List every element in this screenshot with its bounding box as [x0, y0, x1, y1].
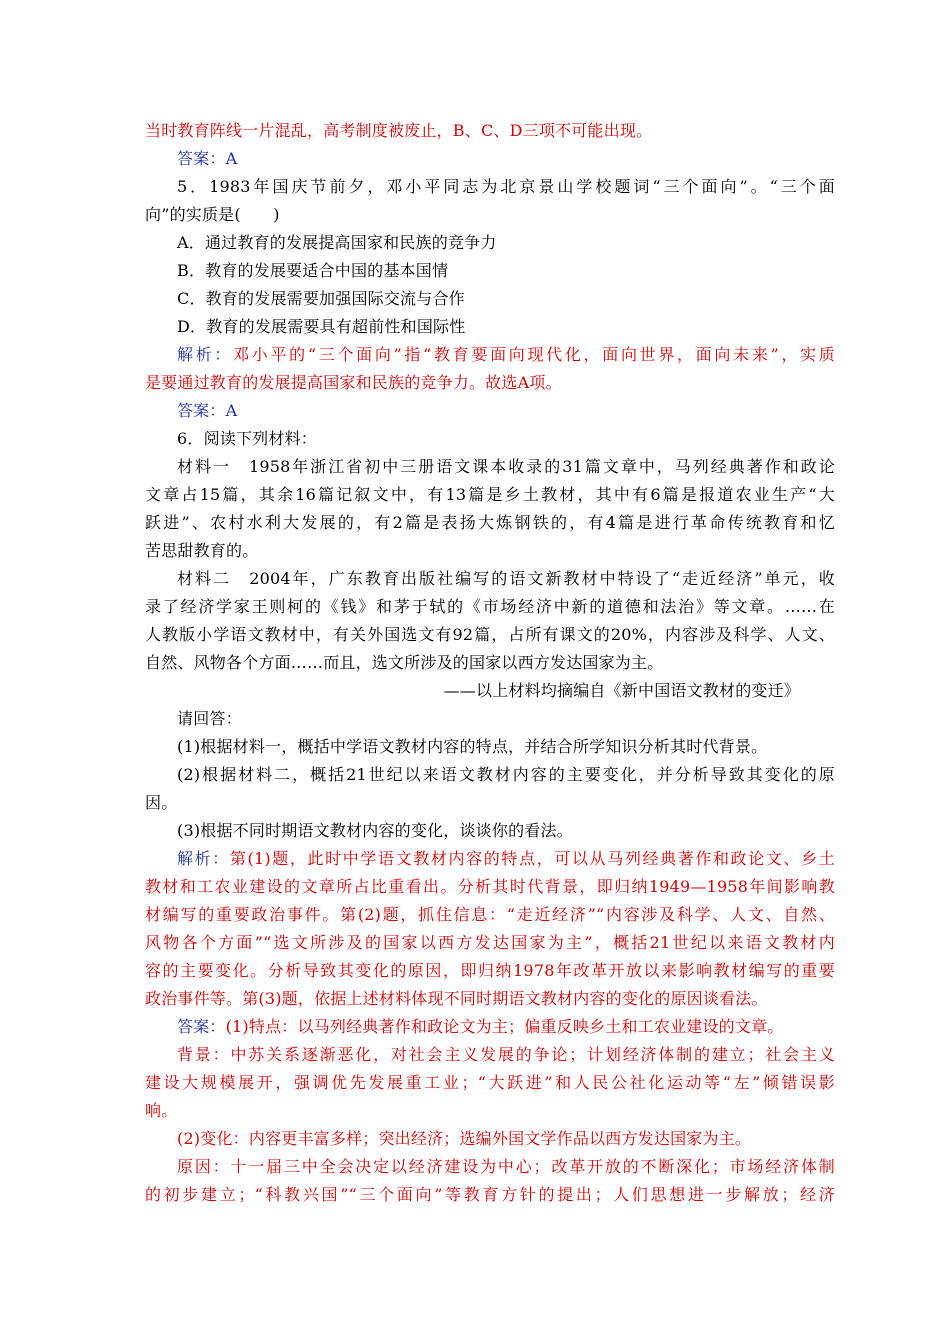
- label-text: 解析：: [177, 849, 230, 868]
- text-segment: 背景：中苏关系逐渐恶化，对社会主义发展的争论；计划经济体制的建立；社会主义: [177, 1045, 835, 1064]
- text-line: [177, 708, 835, 730]
- text-line: [177, 1044, 835, 1066]
- text-segment: 文章占15篇，其余16篇记叙文中，有13篇是乡土教材，其中有6篇是报道农业生产“大: [145, 485, 835, 504]
- text-segment: (2)根据材料二，概括21世纪以来语文教材内容的主要变化，并分析导致其变化的原: [177, 765, 835, 784]
- label-text: 解析：: [177, 345, 234, 364]
- text-line: [177, 288, 835, 310]
- text-line: [177, 316, 835, 338]
- text-line: [145, 512, 835, 534]
- text-line: [177, 820, 835, 842]
- text-line: [177, 1016, 835, 1038]
- text-line: [145, 792, 835, 814]
- text-line: [145, 624, 835, 646]
- label-text: 答案：A: [177, 401, 238, 420]
- text-line: [177, 764, 835, 786]
- text-segment: 材料二 2004年，广东教育出版社编写的语文新教材中特设了“走近经济”单元，收: [177, 569, 835, 588]
- text-segment: 教材和工农业建设的文章所占比重看出。分析其时代背景，即归纳1949—1958年间影响教: [145, 877, 835, 896]
- text-segment: 向”的实质是( ): [145, 205, 280, 224]
- text-line: [145, 204, 835, 226]
- text-segment: 跃进”、农村水利大发展的，有2篇是表扬大炼钢铁的，有4篇是进行革命传统教育和忆: [145, 513, 835, 532]
- text-line: [145, 596, 835, 618]
- text-segment: 因。: [145, 793, 178, 812]
- text-line: [145, 904, 835, 926]
- text-segment: 当时教育阵线一片混乱，高考制度被废止，B、C、D三项不可能出现。: [145, 121, 653, 140]
- text-line: [177, 176, 835, 198]
- text-line: [177, 456, 835, 478]
- text-segment: 的初步建立；“科教兴国”“三个面向”等教育方针的提出；人们思想进一步解放；经济: [145, 1185, 835, 1204]
- text-line: [177, 428, 835, 450]
- text-segment: 请回答：: [177, 709, 242, 728]
- text-line: [177, 736, 835, 758]
- text-line: [177, 232, 835, 254]
- text-line: [145, 876, 835, 898]
- text-segment: 材料一 1958年浙江省初中三册语文课本收录的31篇文章中，马列经典著作和政论: [177, 457, 835, 476]
- text-segment: (2)变化：内容更丰富多样；突出经济；选编外国文学作品以西方发达国家为主。: [177, 1129, 752, 1148]
- text-segment: 原因：十一届三中全会决定以经济建设为中心；改革开放的不断深化；市场经济体制: [177, 1157, 835, 1176]
- text-line: [145, 540, 835, 562]
- text-segment: 录了经济学家王则柯的《钱》和茅于轼的《市场经济中新的道德和法治》等文章。……在: [145, 597, 835, 616]
- text-line: [177, 148, 835, 170]
- text-segment: C．教育的发展需要加强国际交流与合作: [177, 289, 465, 308]
- text-segment: 自然、风物各个方面……而且，选文所涉及的国家以西方发达国家为主。: [145, 653, 664, 672]
- text-line: [145, 1100, 835, 1122]
- text-line: [177, 260, 835, 282]
- text-line: [145, 372, 835, 394]
- text-line: [145, 988, 835, 1010]
- text-line: [177, 848, 835, 870]
- text-line: [145, 484, 835, 506]
- text-segment: 第(1)题，此时中学语文教材内容的特点，可以从马列经典著作和政论文、乡土: [229, 849, 835, 868]
- text-segment: 风物各个方面”“选文所涉及的国家以西方发达国家为主”，概括21世纪以来语文教材内: [145, 933, 835, 952]
- text-line: [145, 932, 835, 954]
- text-segment: D．教育的发展需要具有超前性和国际性: [177, 317, 466, 336]
- text-segment: 材编写的重要政治事件。第(2)题，抓住信息：“走近经济”“内容涉及科学、人文、自然、: [145, 905, 835, 924]
- label-text: 答案：: [177, 1017, 226, 1036]
- text-line: [145, 652, 835, 674]
- text-segment: ——以上材料均摘编自《新中国语文教材的变迁》: [443, 681, 800, 700]
- text-segment: 政治事件等。第(3)题，依据上述材料体现不同时期语文教材内容的变化的原因谈看法。: [145, 989, 768, 1008]
- text-line: [177, 400, 835, 422]
- text-segment: 邓小平的“三个面向”指“教育要面向现代化，面向世界，面向未来”，实质: [233, 345, 835, 364]
- text-line: [145, 1184, 835, 1206]
- text-segment: (1)根据材料一，概括中学语文教材内容的特点，并结合所学知识分析其时代背景。: [177, 737, 768, 756]
- text-line: [145, 120, 835, 142]
- text-line: [177, 1156, 835, 1178]
- text-segment: (1)特点：以马列经典著作和政论文为主；偏重反映乡土和工农业建设的文章。: [225, 1017, 784, 1036]
- text-segment: 建设大规模展开，强调优先发展重工业；“大跃进”和人民公社化运动等“左”倾错误影: [145, 1073, 835, 1092]
- text-segment: B．教育的发展要适合中国的基本国情: [177, 261, 449, 280]
- label-text: 答案：A: [177, 149, 238, 168]
- text-segment: 是要通过教育的发展提高国家和民族的竞争力。故选A项。: [145, 373, 562, 392]
- source-citation: [145, 680, 800, 702]
- text-segment: 容的主要变化。分析导致其变化的原因，即归纳1978年改革开放以来影响教材编写的重要: [145, 961, 835, 980]
- text-segment: 苦思甜教育的。: [145, 541, 259, 560]
- text-segment: 5．1983年国庆节前夕，邓小平同志为北京景山学校题词“三个面向”。“三个面: [177, 177, 835, 196]
- text-segment: 响。: [145, 1101, 178, 1120]
- text-segment: (3)根据不同时期语文教材内容的变化，谈谈你的看法。: [177, 821, 573, 840]
- text-line: [177, 568, 835, 590]
- text-line: [177, 344, 835, 366]
- text-line: [145, 1072, 835, 1094]
- text-segment: 6．阅读下列材料：: [177, 429, 317, 448]
- text-segment: 人教版小学语文教材中，有关外国选文有92篇，占所有课文的20%，内容涉及科学、人文、: [145, 625, 835, 644]
- text-line: [145, 960, 835, 982]
- text-segment: A．通过教育的发展提高国家和民族的竞争力: [177, 233, 497, 252]
- text-line: [177, 1128, 835, 1150]
